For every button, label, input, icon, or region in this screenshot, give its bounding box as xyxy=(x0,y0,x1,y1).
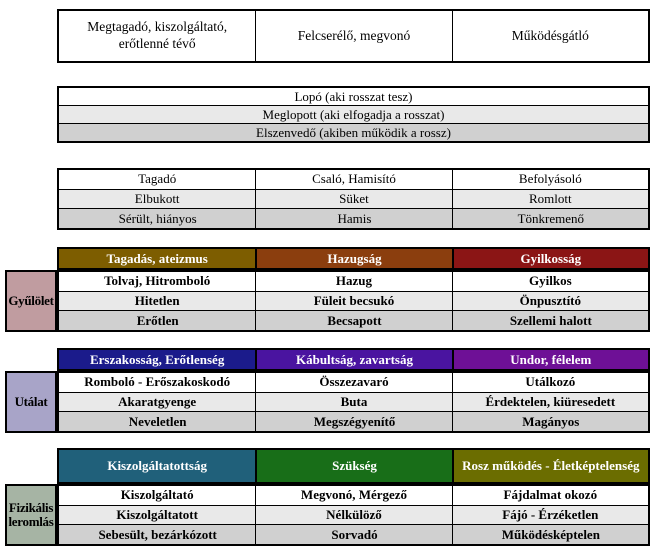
block-cell: Erőtlen xyxy=(59,310,255,330)
roles-row: Lopó (aki rosszat tesz) xyxy=(59,88,648,105)
block-header-cell: Hazugság xyxy=(255,249,451,268)
block-gyulolet-header xyxy=(57,247,650,270)
block-cell: Hazug xyxy=(255,272,451,291)
block-cell: Érdektelen, kiüresedett xyxy=(452,392,648,412)
block-header-cell: Kábultság, zavartság xyxy=(255,350,451,369)
block-header-cell: Tagadás, ateizmus xyxy=(59,249,255,268)
block-cell: Megvonó, Mérgező xyxy=(255,486,451,505)
grid-cell: Süket xyxy=(255,189,451,209)
block-label-utalat: Utálat xyxy=(5,371,57,433)
category-cell: Megtagadó, kiszolgáltató, erőtlenné tévő xyxy=(87,19,228,51)
grid-cell: Csaló, Hamisító xyxy=(255,170,451,189)
block-utalat-header xyxy=(57,348,650,371)
block-cell: Buta xyxy=(255,392,451,412)
block-cell: Sorvadó xyxy=(255,524,451,544)
block-header-cell: Rosz működés - Életképtelenség xyxy=(452,450,648,482)
block-fizikalis-header xyxy=(57,448,650,484)
block-utalat-body xyxy=(57,371,650,433)
grid-cell: Befolyásoló xyxy=(452,170,648,189)
block-header-cell: Szükség xyxy=(255,450,451,482)
category-cell: Működésgátló xyxy=(452,11,648,61)
block-header-cell: Erszakosság, Erőtlenség xyxy=(59,350,255,369)
block-cell: Kiszolgáltató xyxy=(59,486,255,505)
grid-cell: Romlott xyxy=(452,189,648,209)
category-table xyxy=(57,9,650,63)
roles-row: Elszenvedő (akiben működik a rossz) xyxy=(59,123,648,141)
block-cell: Kiszolgáltatott xyxy=(59,505,255,525)
block-header-cell: Kiszolgáltatottság xyxy=(59,450,255,482)
grid-cell: Hamis xyxy=(255,208,451,228)
block-cell: Hitetlen xyxy=(59,291,255,311)
block-fizikalis-body xyxy=(57,484,650,546)
block-cell: Működésképtelen xyxy=(452,524,648,544)
roles-row: Meglopott (aki elfogadja a rosszat) xyxy=(59,105,648,123)
block-cell: Romboló - Erőszakoskodó xyxy=(59,373,255,392)
block-cell: Önpusztító xyxy=(452,291,648,311)
block-header-cell: Undor, félelem xyxy=(452,350,648,369)
block-label-gyulolet: Gyűlölet xyxy=(5,270,57,332)
block-cell: Gyilkos xyxy=(452,272,648,291)
grid-table xyxy=(57,168,650,230)
block-cell: Akaratgyenge xyxy=(59,392,255,412)
block-gyulolet-body xyxy=(57,270,650,332)
block-cell: Nélkülöző xyxy=(255,505,451,525)
grid-cell: Sérült, hiányos xyxy=(59,208,255,228)
grid-cell: Tagadó xyxy=(59,170,255,189)
block-cell: Szellemi halott xyxy=(452,310,648,330)
block-header-cell: Gyilkosság xyxy=(452,249,648,268)
block-cell: Becsapott xyxy=(255,310,451,330)
block-cell: Sebesült, bezárkózott xyxy=(59,524,255,544)
category-cell: Felcserélő, megvonó xyxy=(255,11,451,61)
block-cell: Tolvaj, Hitromboló xyxy=(59,272,255,291)
block-cell: Utálkozó xyxy=(452,373,648,392)
block-cell: Füleit becsukó xyxy=(255,291,451,311)
block-label-fizikalis: Fizikális leromlás xyxy=(5,484,57,546)
block-cell: Fájdalmat okozó xyxy=(452,486,648,505)
block-cell: Magányos xyxy=(452,411,648,431)
block-cell: Neveletlen xyxy=(59,411,255,431)
block-cell: Összezavaró xyxy=(255,373,451,392)
roles-table xyxy=(57,86,650,143)
grid-cell: Elbukott xyxy=(59,189,255,209)
block-cell: Fájó - Érzéketlen xyxy=(452,505,648,525)
grid-cell: Tönkremenő xyxy=(452,208,648,228)
block-cell: Megszégyenítő xyxy=(255,411,451,431)
